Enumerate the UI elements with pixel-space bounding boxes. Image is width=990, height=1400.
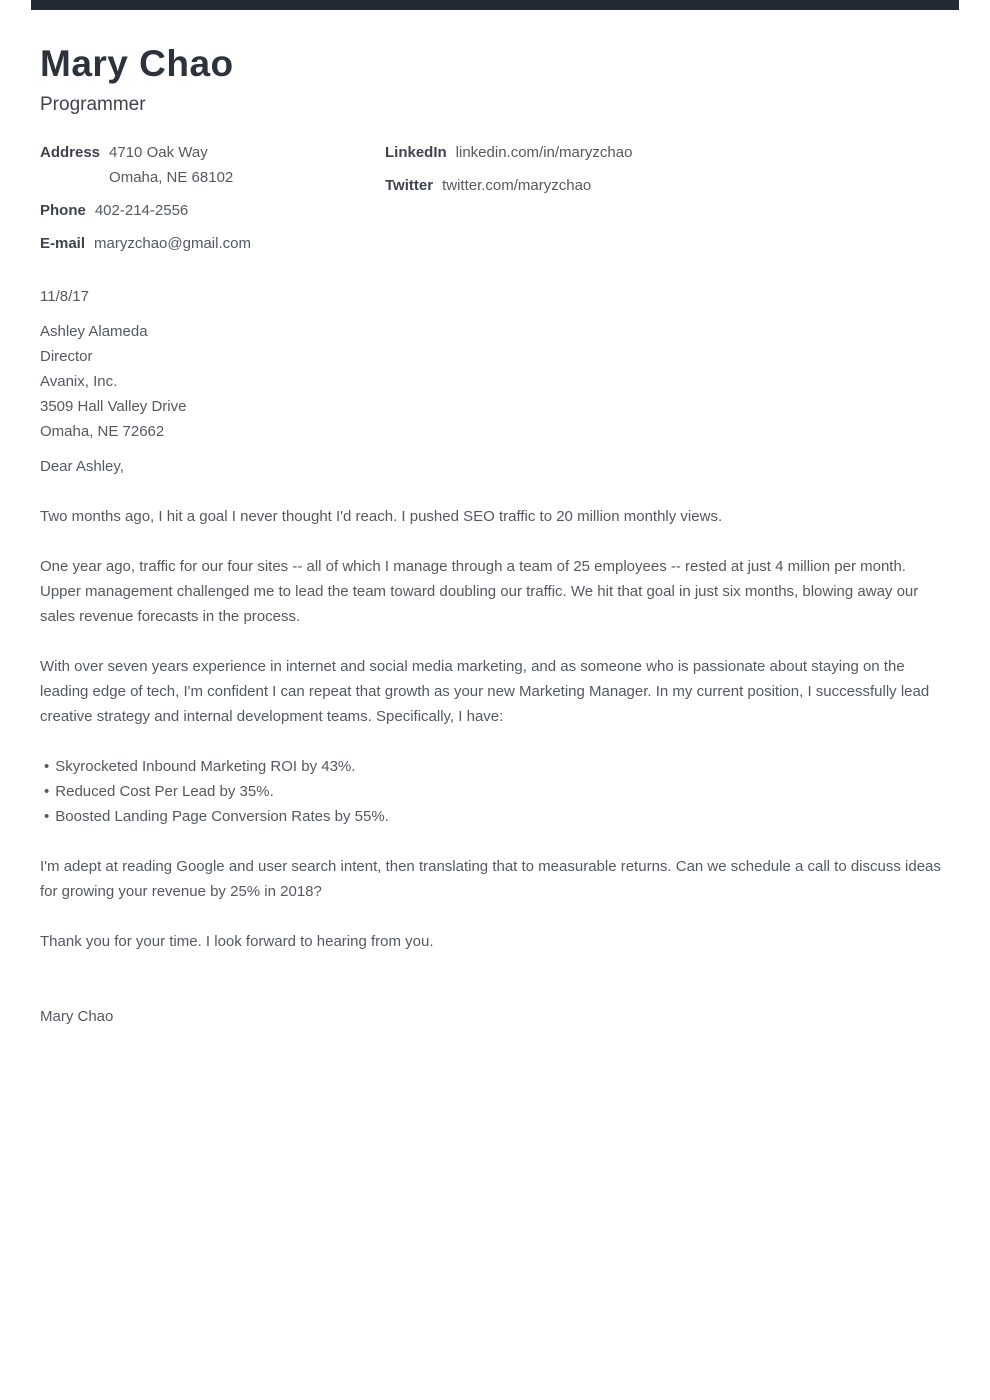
address-line-1: 4710 Oak Way: [109, 144, 208, 161]
contact-column-left: [40, 140, 385, 264]
address-label: Address: [40, 144, 101, 161]
contact-column-right: [385, 140, 950, 264]
contact-row-address: [40, 140, 385, 190]
signature: Mary Chao: [40, 1008, 114, 1025]
recipient-block: [40, 319, 950, 444]
cover-letter-page: [0, 42, 990, 1029]
top-accent-bar: [31, 0, 959, 10]
contact-row-twitter: [385, 173, 950, 198]
list-item: [40, 754, 950, 779]
recipient-name: Ashley Alameda: [40, 323, 148, 340]
list-item: [40, 804, 950, 829]
contact-section: [40, 140, 950, 264]
linkedin-label: LinkedIn: [385, 144, 447, 161]
job-title: Programmer: [40, 94, 146, 115]
contact-row-linkedin: [385, 140, 950, 165]
salutation: Dear Ashley,: [40, 458, 124, 475]
list-item: [40, 779, 950, 804]
list-item-text: Boosted Landing Page Conversion Rates by 55%.: [55, 808, 389, 825]
achievement-list: [40, 754, 950, 829]
email-value: [94, 231, 251, 256]
phone-value: [95, 198, 188, 223]
address-line-2: Omaha, NE 68102: [109, 169, 234, 186]
email-label: E-mail: [40, 235, 86, 252]
body-paragraph-1: Two months ago, I hit a goal I never thought I'd reach. I pushed SEO traffic to 20 million monthly views.: [40, 508, 723, 525]
phone-label: Phone: [40, 202, 86, 219]
address-value: [109, 140, 233, 190]
recipient-street: 3509 Hall Valley Drive: [40, 398, 187, 415]
letter-date: 11/8/17: [40, 288, 89, 305]
linkedin-url: linkedin.com/in/maryzchao: [455, 144, 633, 161]
contact-row-phone: [40, 198, 385, 223]
contact-row-email: [40, 231, 385, 256]
twitter-value: [442, 173, 591, 198]
twitter-label: Twitter: [385, 177, 434, 194]
linkedin-value: [456, 140, 633, 165]
bullet-icon: •: [44, 808, 50, 825]
body-paragraph-4: I'm adept at reading Google and user search intent, then translating that to measurable returns. Can we schedule a call to discuss ideas for growing your revenue by 25% in 2018?: [40, 858, 941, 900]
email-address: maryzchao@gmail.com: [94, 235, 251, 252]
list-item-text: Reduced Cost Per Lead by 35%.: [55, 783, 274, 800]
page-title: Mary Chao: [40, 43, 234, 84]
list-item-text: Skyrocketed Inbound Marketing ROI by 43%.: [55, 758, 356, 775]
recipient-role: Director: [40, 348, 93, 365]
body-paragraph-5: Thank you for your time. I look forward to hearing from you.: [40, 933, 434, 950]
recipient-city: Omaha, NE 72662: [40, 423, 165, 440]
twitter-url: twitter.com/maryzchao: [442, 177, 592, 194]
phone-number: 402-214-2556: [94, 202, 189, 219]
bullet-icon: •: [44, 758, 50, 775]
recipient-company: Avanix, Inc.: [40, 373, 118, 390]
body-paragraph-2: One year ago, traffic for our four sites -- all of which I manage through a team of 25 employees -- rested at just 4 million per month. Upper management challenged me to lead the team toward doubling our traffic. We hit that goal in just six months, blowing away our sales revenue forecasts in the process.: [40, 558, 919, 625]
body-paragraph-3: With over seven years experience in internet and social media marketing, and as someone who is passionate about staying on the leading edge of tech, I'm confident I can repeat that growth as your new Marketing Manager. In my current position, I successfully lead creative strategy and internal development teams. Specifically, I have:: [40, 658, 930, 725]
bullet-icon: •: [44, 783, 50, 800]
